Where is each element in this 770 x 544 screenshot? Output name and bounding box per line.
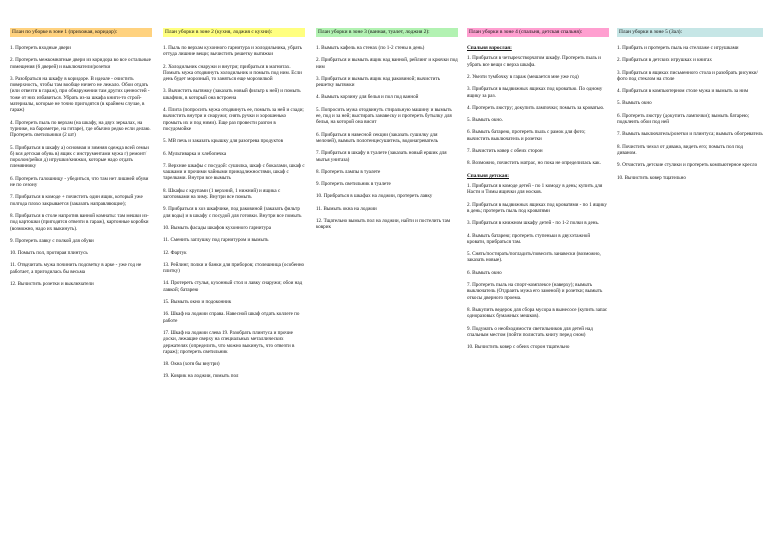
task-item: 10. Вымыть фасады шкафов кухонного гарнитура	[163, 224, 271, 231]
task-item: 1. Протереть входные двери	[10, 45, 71, 51]
task-item: 8. Шкафы с крупами (1 верхний, 1 нижний) и ящика с заготовками на зиму. Внутри все помыть	[163, 187, 281, 201]
task-item: 14. Протереть стулья, кухонный стол и лавку снаружи; обои над лавкой; батарею	[163, 280, 303, 293]
task-item: 4. Прибраться в компьютерном столе мужа и вымыть за ним	[617, 88, 749, 95]
task-item: 7. Прибраться в комоде + почистить один ящик, который уже полгода плохо закрывается (заказать направляющие);	[10, 194, 143, 207]
task-item: 11. Сменить заглушку под гарнитуром и вымыть	[163, 237, 269, 244]
zone-column-1	[10, 28, 152, 293]
zone-title: План уборки в зоне 5 (Зал):	[617, 28, 763, 37]
zone-title: План уборки в зоне 3 (ванная, туалет, лоджия 2):	[316, 28, 458, 37]
task-item: 19. Коврик на лоджии, помыть пол	[163, 373, 239, 380]
task-item: 2. Прибраться в выдвижных ящиках под кроватями - по 1 ящику в день; протереть пыль под кроватями	[467, 201, 607, 214]
task-item: 9. Протереть лавку с полкой для обуви	[10, 237, 94, 244]
task-item: 4. Протереть люстру; докупить лампочки; помыть за кроватью.	[467, 104, 605, 111]
task-item: 8. Протереть лампы в туалете	[316, 168, 381, 175]
task-item: 12. Фартук	[163, 249, 187, 256]
task-item: 10. Вычистить ковер с обеих сторон тщательно	[467, 344, 570, 351]
task-item: 9. Отчистить детские стулики и протереть компьютерное кресло	[617, 162, 758, 169]
task-item: 12. Тщательно вымыть пол на лоджии, найти и постелить там коврик	[316, 218, 451, 231]
zone-column-3	[316, 28, 458, 237]
task-item: 17. Шкаф на лоджии слева 19. Разобрать плинтуса и прочие доски, лежащие сверху на специальных металлических держателях (определить, что можно выкинуть, что отвезти в гараж); протереть светильник	[163, 329, 295, 355]
task-item: 9. Прибраться в хоз шкафчике, под раковиной (заказать фильтр для воды) и в шкафу с посудой для готовки. Внутри все помыть	[163, 206, 302, 219]
task-item: 5. Попросить мужа отодвинуть стиральную машину и вымыть ее, под и за ней; выстирать занавеску и протереть бутылку для белья, на которой она висит	[316, 106, 452, 126]
task-item: 3. Разобраться на шкафу в коридоре. В идеале - очистить поверхность, чтобы там вообще ничего не лежало. Обои отдать (или отвезти в гараж), при обнаружении там других ценностей - тоже от них избавиться. Убрать из-за шкафа книги-то строй-материалы, которые не точно пригодятся (в крайнем случае, в гараж)	[10, 75, 150, 114]
task-item: 6. Мультиварка и хлебопечка	[163, 150, 227, 157]
task-item: 1. Прибраться в комоде детей - по 1 комоду в день; купить для Насти и Тимы ящички для носков.	[467, 183, 603, 196]
task-item: 10. Прибраться в шкафах на лоджии, протереть лавку	[316, 193, 433, 200]
task-item: 6. Протереть галошницу - убедиться, что там нет лишней обуви не по сезону	[10, 175, 149, 189]
task-item: 2. Холодильник снаружи и внутри; прибраться в магнитах. Помыть мужа отодвинуть холодильник и помыть под ним. Если день будет морозный, то заняться еще морозилкой	[163, 63, 302, 83]
task-item: 3. Прибраться в выдвижных ящиках под кроватью. По одному ящику за раз.	[467, 86, 603, 99]
task-item: 13. Рейлинг, полки и банки для приборов; столешница (особенно плитку)	[163, 261, 305, 275]
task-item: 11. Вымыть окна на лоджии	[316, 205, 377, 212]
task-item: 9. Протереть светильник в туалете	[316, 181, 391, 188]
task-item: 7. Верхние шкафы с посудой: сушилка, шкаф с бокалами, шкаф с чашками и прочими чайными принадлежностями, шкаф с тарелками. Внутри все вымыть	[163, 162, 305, 182]
task-item: 3. Прибраться в ящиках письменного стола и разобрать рисунки/фото под стеклом на столе	[617, 69, 758, 82]
task-item: 5. Прибраться в шкафу а) основная и зимняя одежда всей семьи б) вся детская обувь в) ящик с инструментами мужа г) ремонт/поролон/рейки д) игрушки/книжки, которые надо отдать племяннику	[10, 144, 149, 170]
task-item: 6. Вымыть окно	[467, 269, 502, 276]
task-item: 2. Протереть межкомнатные двери из коридора во все остальные помещения (6 дверей) и выключатели/розетки	[10, 57, 151, 70]
task-item: 8. Прибраться в столе напротив ванной комнаты: там мешки из-под картошки (пригодятся отвезти в гараж), картонные коробки (возможно, надо их выкинуть).	[10, 212, 149, 232]
task-item: 5. МВ печь и заказать крышку для разогрева продуктов	[163, 138, 283, 145]
section-heading: Спальня взрослая:	[467, 45, 512, 51]
task-item: 5. Вымыть окно	[617, 100, 652, 107]
task-item: 4. Вымыть корзину для белья и пол под ванной	[316, 94, 419, 101]
task-item: 2. Прибраться в детских игрушках и книгах	[617, 57, 712, 64]
task-item: 11. Отвдчитать мужа починить подсветку в арке - уже год не работает, а пригодилась бы весьма	[10, 262, 142, 275]
task-item: 5. Снять/постирать/погладить/повесить занавески (возможно, заказать новые).	[467, 251, 601, 264]
task-item: 1. Вымыть кафель на стенах (по 1-2 стены в день)	[316, 45, 425, 51]
task-item: 4. Вымыть батарею; протереть ступеньки в двухэтажной кровати, прибраться там.	[467, 232, 591, 245]
zone-column-4	[467, 28, 609, 356]
zone-title: План по уборке в зоне 1 (прихожая, коридор):	[10, 28, 152, 37]
task-item: 12. Вычистить розетки и выключатели	[10, 281, 94, 288]
task-item: 10. Вычистить ковер тщательно	[617, 174, 686, 181]
task-item: 4. Плита (попросить мужа отодвинуть ее, помыть за ней и сзади; вычистить внутри и снаружи; снять ручки и хорошенько промыть их и под ними). Еще раз провести разгон в посудомойке	[163, 107, 304, 132]
zone-title: План уборки в зоне 2 (кухня, лоджия с кухни):	[163, 28, 305, 37]
task-item: 3. Прибраться в книжном шкафу детей - по 1-2 полки в день.	[467, 220, 600, 227]
task-item: 5. Вымыть окно.	[467, 117, 503, 124]
task-item: 7. Вымыть выключатель/розетки и плинтуса; вымыть обогреватель	[617, 131, 763, 138]
task-item: 7. Протереть пыль на спорт-комплексе (наверху); вымыть выключатель (Отдраить мужа его заменой) и розетки; вымыть откосы дверного проема.	[467, 282, 603, 301]
task-item: 3. Вычистить вытяжку (заказать новый фильтр к ней) и помыть шкафчик, в который она встроена	[163, 88, 301, 101]
task-item: 7. Вычистить ковер с обеих сторон	[467, 148, 543, 155]
task-item: 2. Прибраться и вымыть ящик над ванной, рейлинг и крючки под ним	[316, 57, 458, 70]
task-item: 9. Подумать о необходимости светильников для детей над спальным местом (пойти полистать книгу перед сном)	[467, 325, 593, 338]
section-heading: Спальня детская:	[467, 172, 509, 179]
task-item: 7. Прибраться в шкафу в туалете (заказать новый ершик для мытья унитаза)	[316, 150, 447, 163]
task-item: 1. Пыль по верхам кухонного гарнитура и холодильника, убрать оттуда лишние вещи; вычистить решетку вытяжки	[163, 45, 302, 58]
task-item: 2. Увезти тумбочку в гараж (мешается мне уже год)	[467, 74, 579, 80]
task-item: 3. Прибраться и вымыть ящик над раковиной; вычистить решетку вытяжки	[316, 75, 440, 89]
task-item: 8. Почистить чехол от дивана, видеть его; помыть пол под диваном.	[617, 143, 743, 156]
task-item: 6. Протереть люстру (докупить лампочки); вымыть батарею; подклеить обои под ней	[617, 112, 750, 126]
zone-column-5	[617, 28, 763, 187]
task-item: 10. Помыть пол, протирая плинтусь	[10, 250, 88, 257]
task-item: 1. Прибраться в четырехстворчатом шкафу. Протереть пыль и убрать все вещи с верха шкафа.	[467, 55, 601, 68]
task-item: 6. Прибраться в навесной секции (заказать сушилку для мелочей), вымыть полотенцесушитель, водонагреватель	[316, 131, 438, 144]
zone-column-2	[163, 28, 305, 386]
zone-title: План уборки в зоне 4 (спальня, детская спальня):	[467, 28, 609, 37]
task-item: 8. Возможно, почистить матрас, но пока не определилась как.	[467, 160, 601, 167]
task-item: 8. Выкупить ведерок для сбора мусора в вынесосе (купить запас одноразовых бумажных мешков).	[467, 306, 608, 320]
task-item: 4. Протереть пыль по верхам (на шкафу, на двух зеркалах, на турнике, на барометре, на гитаре), где обычно редко если делаю. Протереть светильники (2 шт)	[10, 119, 151, 139]
task-item: 6. Вымыть батарею, протереть пыль с рамок для фото; вычистить выключатель и розетки	[467, 129, 586, 142]
task-item: 15. Вымыть окно и подоконник	[163, 299, 232, 306]
task-item: 1. Прибрать и протереть пыль на стеллаже с игрушками	[617, 45, 739, 51]
task-item: 16. Шкаф на лоджии справа. Навесной шкаф отдать коллеге по работе	[163, 311, 300, 324]
task-item: 18. Окна (хотя бы внутри)	[163, 361, 220, 368]
